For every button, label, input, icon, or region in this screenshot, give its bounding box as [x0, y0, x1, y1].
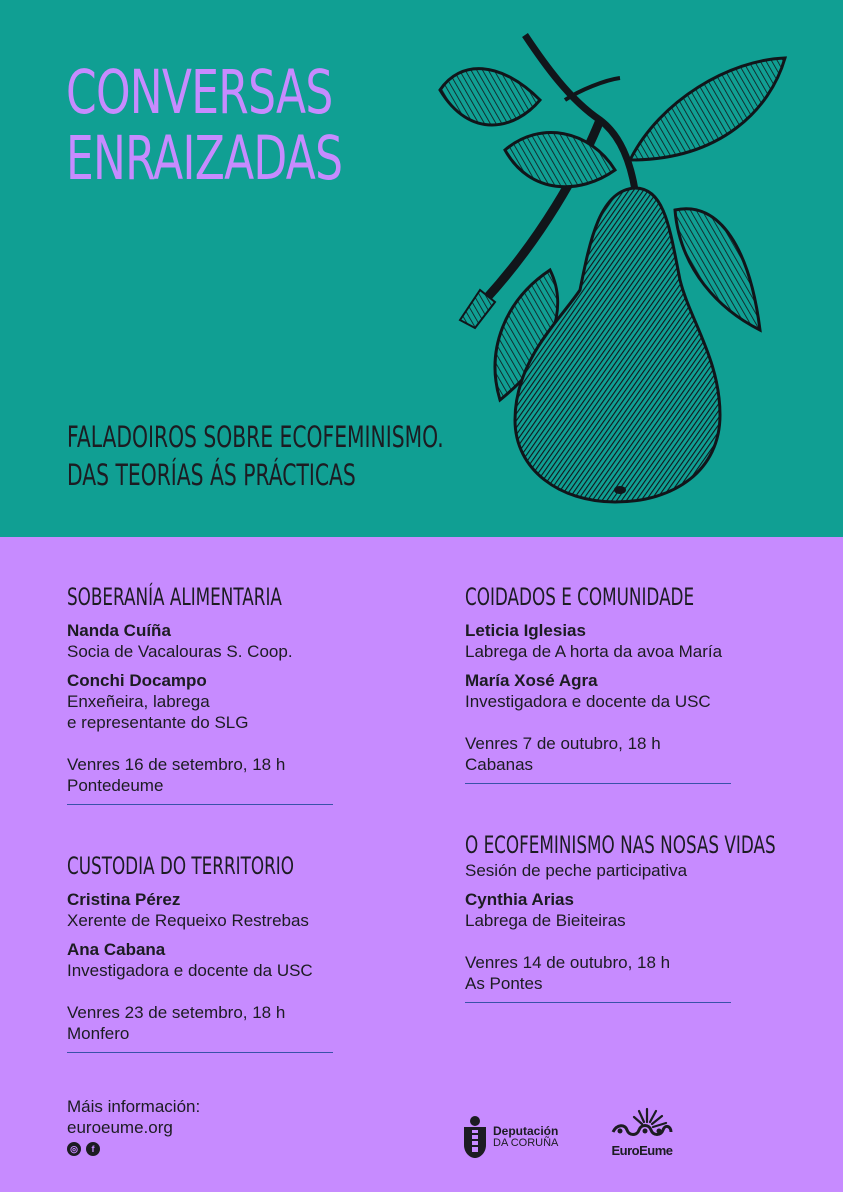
session-heading: SOBERANÍA ALIMENTARIA [67, 583, 282, 611]
more-info [67, 1096, 200, 1156]
session-date: Venres 14 de outubro, 18 h [465, 953, 671, 972]
info-label: Máis información: [67, 1097, 201, 1116]
session-custodia [67, 851, 367, 1053]
social-links [67, 1142, 200, 1156]
speaker-name: Nanda Cuíña [67, 621, 171, 640]
info-link[interactable]: euroeume.org [67, 1118, 173, 1137]
sun-wave-icon [609, 1106, 675, 1140]
session-place: Cabanas [465, 755, 534, 774]
session-place: As Pontes [465, 974, 543, 993]
session-date: Venres 23 de setembro, 18 h [67, 1003, 286, 1022]
deputacion-logo: Deputación DA CORUÑA [462, 1115, 558, 1159]
divider [67, 804, 333, 805]
speaker-role: Labrega de Bieiteiras [465, 911, 626, 930]
speaker-name: Leticia Iglesias [465, 621, 586, 640]
header-panel [0, 0, 843, 537]
session-place: Pontedeume [67, 776, 164, 795]
divider [465, 783, 731, 784]
speaker-role: Socia de Vacalouras S. Coop. [67, 642, 293, 661]
session-date: Venres 16 de setembro, 18 h [67, 755, 286, 774]
speaker-name: Ana Cabana [67, 940, 166, 959]
session-place: Monfero [67, 1024, 130, 1043]
session-date: Venres 7 de outubro, 18 h [465, 734, 661, 753]
speaker-name: Cynthia Arias [465, 890, 574, 909]
speaker-name: Conchi Docampo [67, 671, 207, 690]
session-note: Sesión de peche participativa [465, 861, 688, 880]
session-heading: CUSTODIA DO TERRITORIO [67, 852, 294, 880]
session-heading: COIDADOS E COMUNIDADE [465, 583, 695, 611]
page-subtitle: FALADOIROS SOBRE ECOFEMINISMO. DAS TEORÍAS ÁS PRÁCTICAS [67, 420, 444, 492]
session-ecofeminismo [465, 830, 776, 1003]
speaker-role: Labrega de A horta da avoa María [465, 642, 723, 661]
session-coidados [465, 582, 765, 784]
page-title: CONVERSAS ENRAIZADAS [66, 57, 343, 194]
session-soberania [67, 582, 367, 805]
speaker-name: Cristina Pérez [67, 890, 181, 909]
session-heading: O ECOFEMINISMO NAS NOSAS VIDAS [465, 831, 776, 859]
speaker-role: Xerente de Requeixo Restrebas [67, 911, 309, 930]
divider [67, 1052, 333, 1053]
speaker-role: Enxeñeira, labrega [67, 692, 210, 711]
crest-icon [462, 1115, 488, 1159]
divider [465, 1002, 731, 1003]
speaker-role: e representante do SLG [67, 713, 249, 732]
speaker-name: María Xosé Agra [465, 671, 598, 690]
pear-illustration [430, 20, 800, 510]
euroeume-logo: EuroEume [606, 1106, 678, 1158]
instagram-icon[interactable]: ◎ [67, 1142, 81, 1156]
speaker-role: Investigadora e docente da USC [465, 692, 711, 711]
facebook-icon[interactable]: f [86, 1142, 100, 1156]
speaker-role: Investigadora e docente da USC [67, 961, 313, 980]
